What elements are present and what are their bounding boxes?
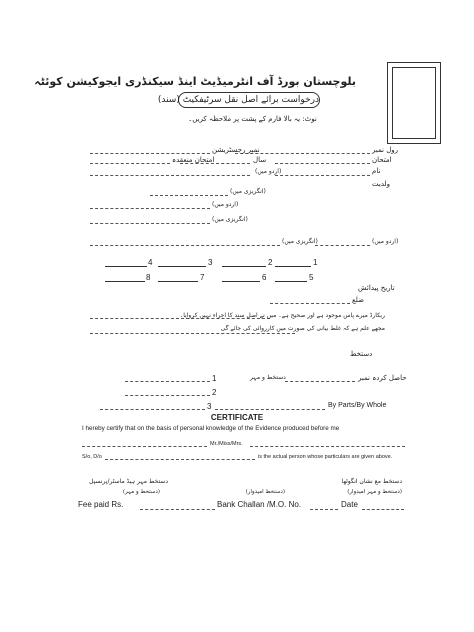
certificate-so: S/o, D/o bbox=[82, 454, 102, 460]
urdu-label-2: (اردو میں) bbox=[212, 201, 239, 208]
seal-label: دستخط و مہر bbox=[250, 374, 286, 381]
thumb-seal: (دستخط و مہر امیدوار) bbox=[347, 489, 402, 495]
date-label: Date bbox=[341, 500, 358, 509]
tehsil-label: ضلع bbox=[352, 296, 364, 304]
english-label-3: (انگریزی میں) bbox=[282, 238, 318, 245]
roll-no-label: رول نمبر bbox=[372, 146, 399, 154]
num-8: 8 bbox=[146, 273, 151, 282]
by-parts: By Parts/By Whole bbox=[328, 402, 387, 409]
num-1: 1 bbox=[313, 258, 318, 267]
num-6: 6 bbox=[262, 273, 267, 282]
reg-no-label: نمبر رجسٹریشن bbox=[212, 146, 260, 154]
candidate-sign: (دستخط امیدوار) bbox=[245, 489, 285, 495]
dob-label: تاریخ پیدائش bbox=[358, 284, 395, 292]
certificate-actual: is the actual person whose particulars are given above. bbox=[258, 454, 393, 460]
declaration-text: ریکارڈ میرے پاس موجود ہے اور صحیح ہے۔ میں نے اصل سند کا اجراء نہیں کروایا۔ bbox=[179, 312, 385, 319]
marks-obtained-label: حاصل کردہ نمبر bbox=[358, 374, 407, 382]
certificate-line-1: I hereby certify that on the basis of personal knowledge of the Evidence produced before me bbox=[82, 425, 340, 432]
headmaster-sign: دستخط مہر ہیڈ ماسٹر/پرنسپل bbox=[89, 478, 168, 485]
fee-paid-label: Fee paid Rs. bbox=[78, 500, 124, 509]
exam-label: امتحان bbox=[372, 156, 392, 164]
signature-label: دستخط bbox=[350, 350, 373, 358]
certificate-heading: CERTIFICATE bbox=[210, 413, 264, 422]
num-3: 3 bbox=[208, 258, 213, 267]
name-label: نام bbox=[372, 167, 381, 175]
address-urdu-label: (اردو میں) bbox=[372, 238, 399, 245]
english-label-2: (انگریزی میں) bbox=[212, 216, 248, 223]
bank-challan-label: Bank Challan /M.O. No. bbox=[217, 500, 302, 509]
form-subtitle: درخواست برائے اصل نقل سرٹیفکیٹ (سند) bbox=[178, 92, 320, 108]
row-2: 2 bbox=[212, 388, 217, 397]
name-english-label: (انگریزی میں) bbox=[230, 188, 266, 195]
num-4: 4 bbox=[148, 258, 153, 267]
form-note: نوٹ: یہ بالا فارم کے پشت پر ملاحظہ کریں۔ bbox=[188, 115, 317, 123]
photo-box bbox=[387, 62, 441, 144]
row-1: 1 bbox=[212, 374, 217, 383]
row-3: 3 bbox=[207, 402, 212, 411]
thumb-sign: دستخط مع نشان انگوٹھا bbox=[341, 478, 402, 485]
headmaster-seal: (دستخط و مہر) bbox=[122, 489, 160, 495]
declaration-text-2: مجھے علم ہے کہ غلط بیانی کی صورت میں کارروائی کی جائے گی bbox=[220, 325, 385, 332]
num-7: 7 bbox=[200, 273, 205, 282]
num-5: 5 bbox=[309, 273, 314, 282]
num-2: 2 bbox=[268, 258, 273, 267]
year-label: سال bbox=[253, 156, 267, 164]
exam-held-label: امتحان منعقدہ bbox=[172, 156, 215, 164]
name-urdu-label: (اردو میں) bbox=[255, 168, 282, 175]
form-title: بلوچستان بورڈ آف انٹرمیڈیٹ اینڈ سیکنڈری ایجوکیشن کوئٹہ bbox=[34, 75, 356, 88]
certificate-mr: Mr./Miss/Mrs. bbox=[210, 441, 243, 447]
father-label: ولدیت bbox=[372, 180, 391, 188]
